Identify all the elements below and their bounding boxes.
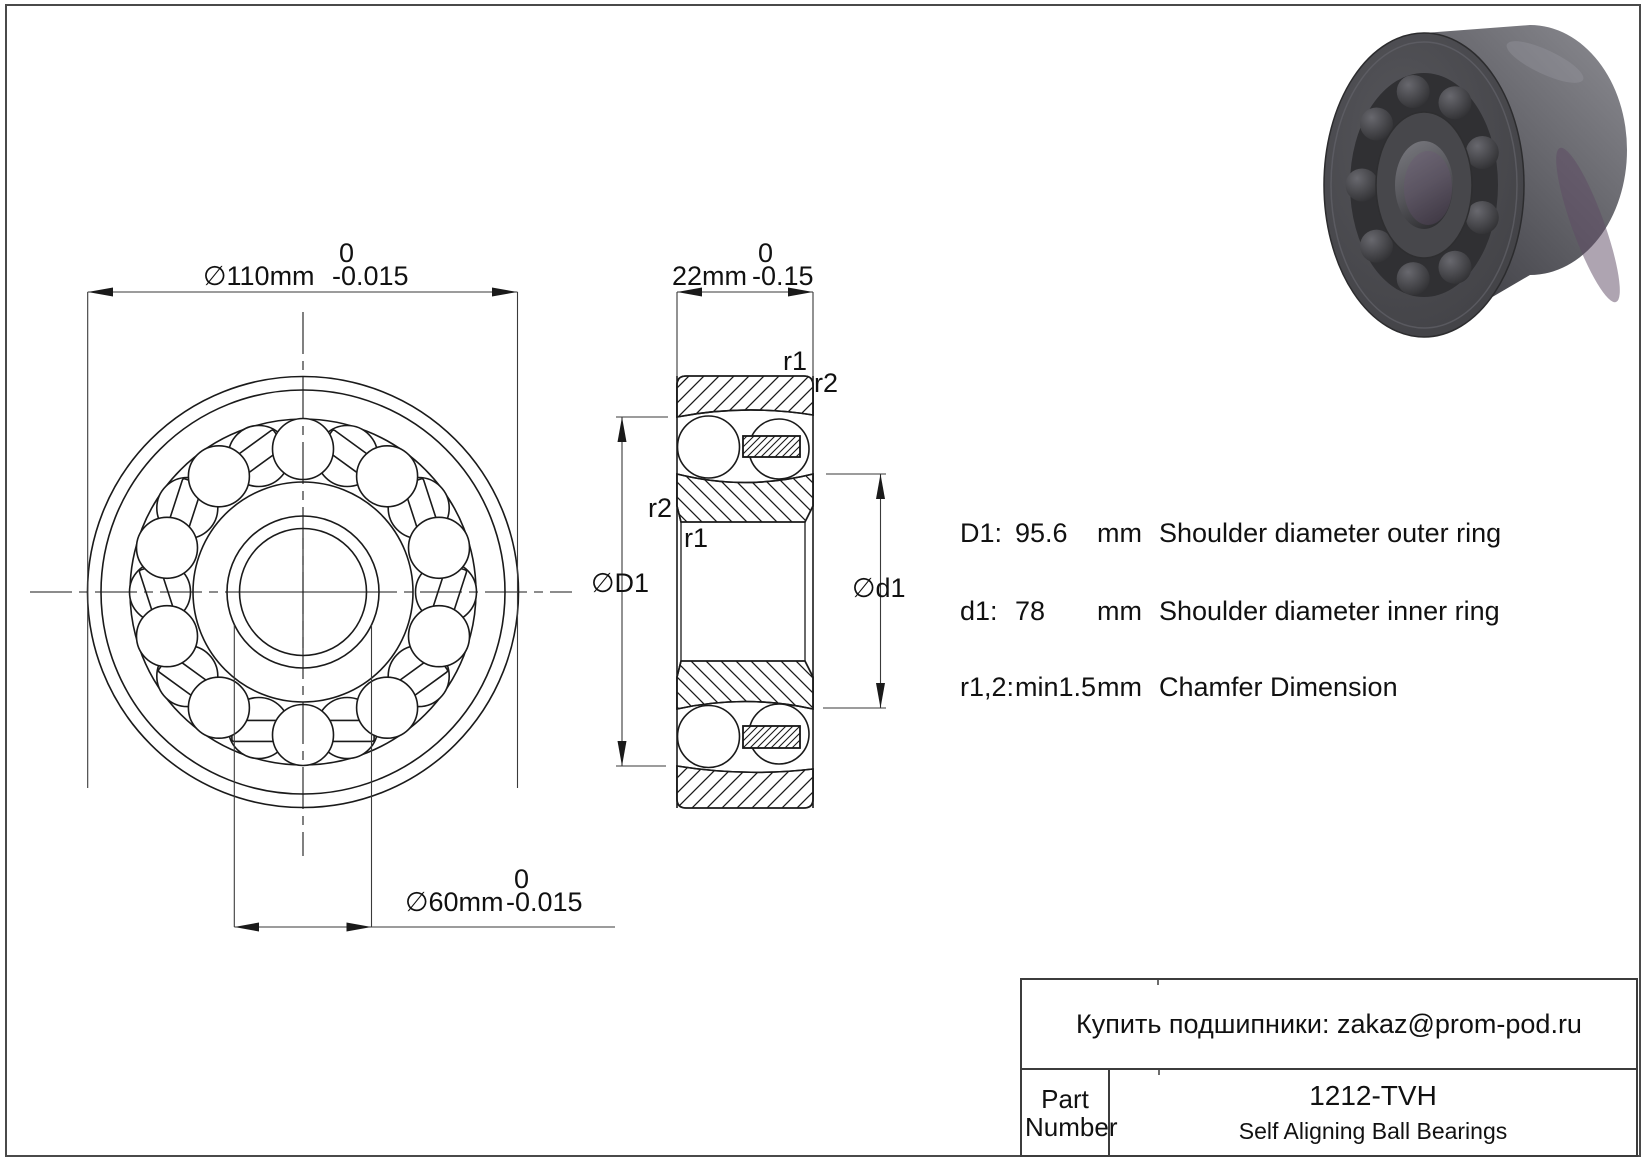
spec-unit: mm [1097,672,1142,702]
spec-description: Shoulder diameter inner ring [1159,596,1500,626]
spec-value: 95.6 [1015,518,1068,548]
inner-ring-bottom-section [677,661,813,709]
bearing-3d-render [1324,25,1631,337]
spec-label: r1,2: [960,672,1015,702]
contact-cell [1022,980,1636,1070]
width-dim-text: 22mm -0.15 0 [672,238,814,291]
outer-diameter-dim-text: ∅110mm -0.015 0 [203,238,409,291]
chamfer-r2-left-label: r2 [648,493,673,523]
spec-description: Shoulder diameter outer ring [1159,518,1502,548]
title-block [1020,978,1638,1157]
bearing-3d-bore-tint [1404,151,1452,225]
spec-row-chamfer [960,672,1398,702]
spec-label: d1: [960,596,998,626]
part-number: 1212-TVH [1309,1080,1437,1111]
spec-value: 78 [1015,596,1046,626]
spec-row-shoulder-inner [960,596,1500,626]
part-number-cell [1110,1070,1636,1155]
part-row [1022,1070,1636,1155]
spec-description: Chamfer Dimension [1159,672,1398,702]
shoulder-outer-label: ∅D1 [591,568,650,598]
bore-diameter-dim-text: ∅60mm -0.015 0 [405,864,583,917]
chamfer-r1-left-label: r1 [684,523,709,553]
spec-value: min1.5 [1015,672,1097,702]
part-type: Self Aligning Ball Bearings [1238,1118,1508,1144]
section-ball-top-left [678,416,740,478]
chamfer-r1-top-label: r1 [783,346,808,376]
section-ball-bottom-left [678,706,740,768]
part-label-cell [1022,1070,1118,1155]
spec-unit: mm [1097,518,1142,548]
shoulder-inner-label: ∅d1 [852,573,906,603]
section-view [677,376,813,808]
spec-row-shoulder-outer [960,518,1501,548]
inner-ring-top-section [677,474,813,522]
spec-unit: mm [1097,596,1142,626]
spec-label: D1: [960,518,1003,548]
dimension-texts [203,238,906,917]
cage-section-top [743,436,800,457]
outer-ring-bottom-section [677,766,813,808]
part-label: Part Number [1025,1083,1118,1142]
contact-text: Купить подшипники: zakaz@prom-pod.ru [1076,1008,1582,1039]
centerlines [30,312,572,856]
cage-section-bottom [743,726,800,748]
outer-ring-top-section [677,376,813,417]
chamfer-r2-top-label: r2 [814,368,839,398]
